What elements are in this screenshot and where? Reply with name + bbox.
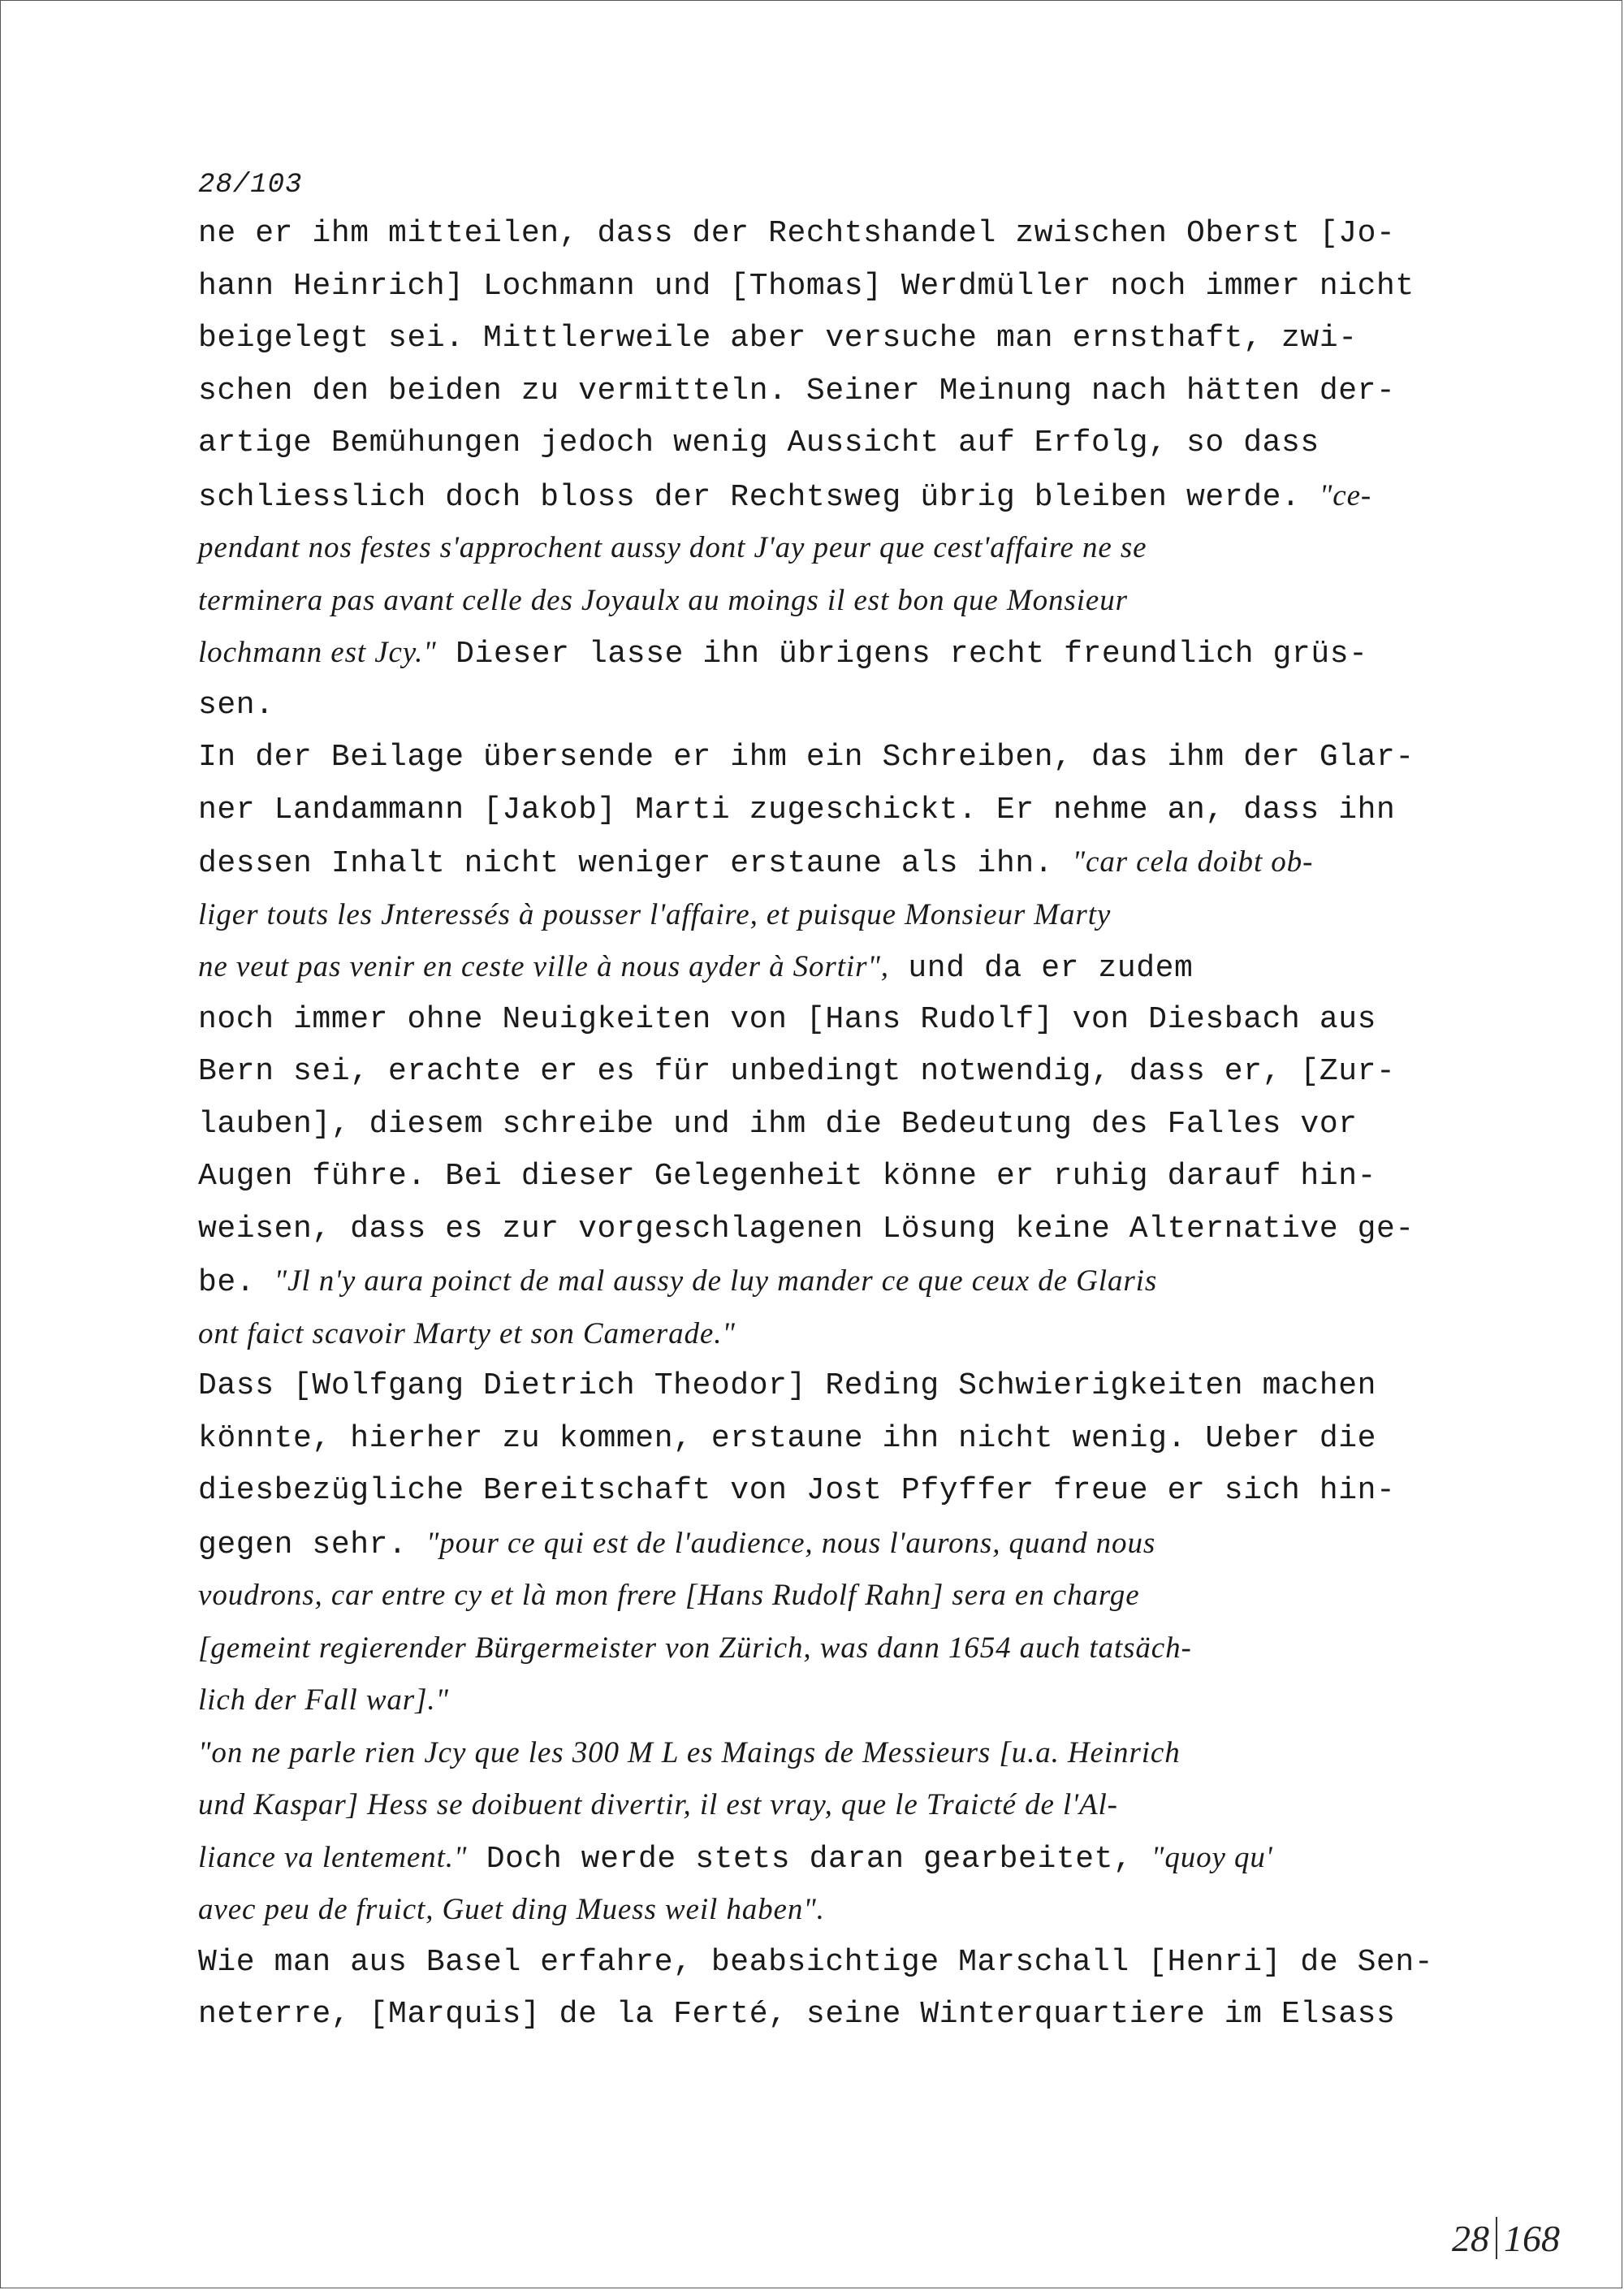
body-text: und da er zudem <box>888 951 1194 986</box>
text-line <box>198 889 1465 942</box>
body-text: sen. <box>198 687 274 723</box>
text-line <box>198 1255 1465 1308</box>
body-text: könnte, hierher zu kommen, erstaune ihn nicht wenig. Ueber die <box>198 1420 1377 1456</box>
text-line <box>198 365 1465 418</box>
text-line <box>198 1308 1465 1361</box>
text-line <box>198 1046 1465 1099</box>
text-line <box>198 1151 1465 1203</box>
text-line <box>198 1727 1465 1780</box>
text-line <box>198 470 1465 523</box>
quoted-french-text: ont faict scavoir Marty et son Camerade." <box>198 1316 736 1350</box>
body-text: Augen führe. Bei dieser Gelegenheit könne er ruhig darauf hin- <box>198 1159 1377 1194</box>
folio-number <box>1452 2217 1560 2260</box>
body-text: Doch werde stets daran gearbeitet, <box>467 1841 1151 1877</box>
quoted-french-text: ne veut pas venir en ceste ville à nous ayder à Sortir", <box>198 950 889 983</box>
body-text: lauben], diesem schreibe und ihm die Bedeutung des Falles vor <box>198 1106 1358 1142</box>
body-text: neterre, [Marquis] de la Ferté, seine Winterquartiere im Elsass <box>198 1997 1396 2032</box>
text-line <box>198 1832 1465 1885</box>
quoted-french-text: liance va lentement." <box>198 1840 468 1874</box>
quoted-french-text: pendant nos festes s'approchent aussy dont J'ay peur que cest'affaire ne se <box>198 531 1147 564</box>
body-text: Dieser lasse ihn übrigens recht freundlich grüs- <box>436 637 1368 672</box>
text-line <box>198 1203 1465 1256</box>
body-text: ner Landammann [Jakob] Marti zugeschickt. Er nehme an, dass ihn <box>198 792 1396 827</box>
quoted-french-text: "pour ce qui est de l'audience, nous l'aurons, quand nous <box>425 1526 1156 1560</box>
body-text: Wie man aus Basel erfahre, beabsichtige Marschall [Henri] de Sen- <box>198 1944 1434 1980</box>
body-text: weisen, dass es zur vorgeschlagenen Lösung keine Alternative ge- <box>198 1211 1415 1247</box>
quoted-french-text: "ce- <box>1319 478 1372 512</box>
text-line <box>198 1570 1465 1622</box>
quoted-french-text: liger touts les Jnteressés à pousser l'affaire, et puisque Monsieur Marty <box>198 897 1112 931</box>
document-body <box>198 169 1465 2042</box>
folio-separator <box>1496 2217 1497 2259</box>
page-reference: 28/103 <box>198 170 303 201</box>
text-line <box>198 261 1465 313</box>
quoted-french-text: "quoy qu' <box>1151 1840 1273 1874</box>
body-text: noch immer ohne Neuigkeiten von [Hans Rudolf] von Diesbach aus <box>198 1001 1377 1037</box>
text-line <box>198 1779 1465 1832</box>
quoted-french-text: und Kaspar] Hess se doibuent divertir, il est vray, que le Traicté de l'Al- <box>198 1788 1118 1821</box>
text-line <box>198 313 1465 365</box>
text-line <box>198 1465 1465 1518</box>
body-text: gegen sehr. <box>198 1527 426 1562</box>
quoted-french-text: "car cela doibt ob- <box>1072 845 1314 879</box>
quoted-french-text: [gemeint regierender Bürgermeister von Zürich, was dann 1654 auch tatsäch- <box>198 1631 1192 1665</box>
text-line <box>198 732 1465 784</box>
body-text: artige Bemühungen jedoch wenig Aussicht auf Erfolg, so dass <box>198 426 1320 460</box>
text-line <box>198 522 1465 575</box>
text-line <box>198 1622 1465 1675</box>
text-line <box>198 1937 1465 1990</box>
body-text: beigelegt sei. Mittlerweile aber versuche man ernsthaft, zwi- <box>198 321 1358 356</box>
text-line <box>198 1884 1465 1937</box>
text-line <box>198 1099 1465 1151</box>
text-line <box>198 575 1465 628</box>
body-text: Bern sei, erachte er es für unbedingt notwendig, dass er, [Zur- <box>198 1054 1396 1089</box>
quoted-french-text: "Jl n'y aura poinct de mal aussy de luy mander ce que ceux de Glaris <box>274 1264 1158 1298</box>
folio-right: 168 <box>1504 2218 1560 2259</box>
text-line <box>198 417 1465 470</box>
body-text: hann Heinrich] Lochmann und [Thomas] Werdmüller noch immer nicht <box>198 268 1415 304</box>
quoted-french-text: voudrons, car entre cy et là mon frere [Hans Rudolf Rahn] sera en charge <box>198 1579 1140 1612</box>
quoted-french-text: lich der Fall war]." <box>198 1683 449 1717</box>
folio-left: 28 <box>1452 2218 1489 2259</box>
text-line <box>198 1989 1465 2042</box>
text-line <box>198 784 1465 837</box>
quoted-french-text: terminera pas avant celle des Joyaulx au moings il est bon que Monsieur <box>198 583 1128 617</box>
quoted-french-text: avec peu de fruict, Guet ding Muess weil haben". <box>198 1893 825 1926</box>
body-text: schen den beiden zu vermitteln. Seiner Meinung nach hätten der- <box>198 373 1396 408</box>
body-text: diesbezügliche Bereitschaft von Jost Pfyffer freue er sich hin- <box>198 1473 1396 1508</box>
body-text: Dass [Wolfgang Dietrich Theodor] Reding Schwierigkeiten machen <box>198 1368 1377 1403</box>
text-line <box>198 1360 1465 1413</box>
text-line <box>198 1518 1465 1571</box>
text-line <box>198 941 1465 994</box>
quoted-french-text: "on ne parle rien Jcy que les 300 M L es Maings de Messieurs [u.a. Heinrich <box>198 1735 1181 1769</box>
text-line <box>198 1674 1465 1727</box>
text-line <box>198 1413 1465 1466</box>
text-line <box>198 208 1465 261</box>
text-lines <box>198 208 1465 2042</box>
text-line <box>198 680 1465 732</box>
quoted-french-text: lochmann est Jcy." <box>198 636 437 669</box>
body-text: ne er ihm mitteilen, dass der Rechtshandel zwischen Oberst [Jo- <box>198 216 1396 251</box>
body-text: dessen Inhalt nicht weniger erstaune als ihn. <box>198 846 1073 881</box>
body-text: schliesslich doch bloss der Rechtsweg übrig bleiben werde. <box>198 479 1320 515</box>
text-line <box>198 836 1465 889</box>
body-text: In der Beilage übersende er ihm ein Schreiben, das ihm der Glar- <box>198 740 1415 775</box>
body-text: be. <box>198 1265 274 1300</box>
text-line <box>198 994 1465 1047</box>
text-line <box>198 627 1465 680</box>
